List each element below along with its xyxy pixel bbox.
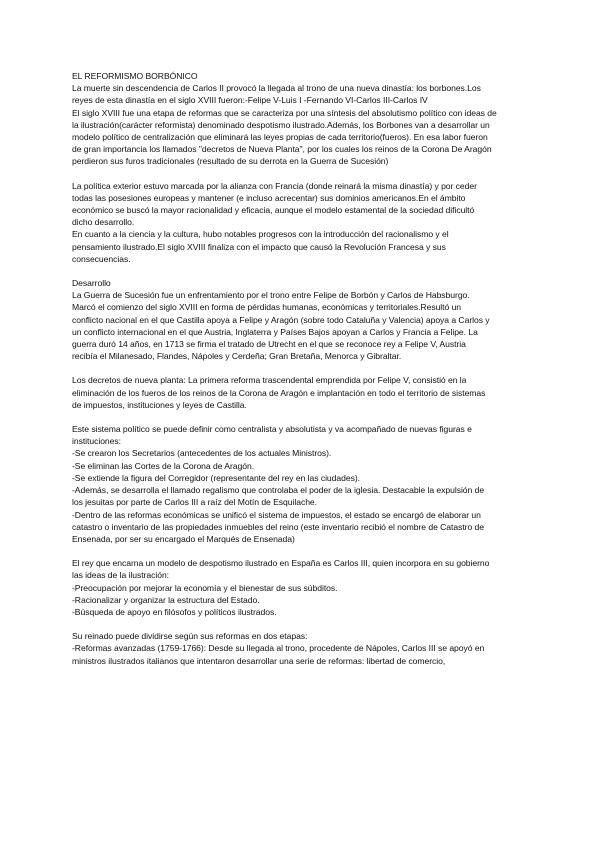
text-line: todas las posesiones europeas y mantener (e incluso acrecentar) sus dominios americanos.En el ámbito <box>72 192 466 203</box>
text-line: catastro o inventario de las propiedades inmuebles del reino (este inventario recibió el nombre de Catastro de <box>72 521 485 532</box>
paragraph-reinado <box>72 630 524 667</box>
text-line: dicho desarrollo. <box>72 217 135 228</box>
section-heading: Desarrollo <box>72 278 111 289</box>
text-line: guerra duró 14 años, en 1713 se firma el tratado de Utrecht en el que se reconoce rey a Felipe V, Austria <box>72 339 466 350</box>
paragraph-foreign-policy <box>72 180 524 265</box>
list-item: -Racionalizar y organizar la estructura del Estado. <box>72 594 260 605</box>
text-line: perdieron sus furos tradicionales (resultado de su derrota en la Guerra de Sucesión) <box>72 156 389 167</box>
list-item: -Búsqueda de apoyo en filósofos y políticos ilustrados. <box>72 606 277 617</box>
text-line: eliminación de los fueros de los reinos de la Corona de Aragón e implantación en todo el territorio de sistemas <box>72 387 486 398</box>
list-item: -Reformas avanzadas (1759-1766): Desde su llegada al trono, procedente de Nápoles, Carlos III se apoyó en <box>72 643 485 654</box>
text-line: El siglo XVIII fue una etapa de reformas que se caracteriza por una síntesis del absolutismo político con ideas de <box>72 107 497 118</box>
text-line: económico se buscó la mayor racionalidad y eficacia, aunque el modelo estamental de la sociedad dificultó <box>72 205 475 216</box>
document-page <box>72 70 524 667</box>
text-line: la ilustración(carácter reformista) denominado despotismo ilustrado.Además, los Borbones van a desarrollar un <box>72 119 490 130</box>
text-line: Los decretos de nueva planta: La primera reforma trascendental emprendida por Felipe V, consistió en la <box>72 375 467 386</box>
text-line: El rey que encarna un modelo de despotismo ilustrado en España es Carlos III, quien incorpora en su gobierno <box>72 558 490 569</box>
text-line: las ideas de la ilustración: <box>72 570 170 581</box>
text-line: de gran importancia los llamados "decretos de Nueva Planta", por los cuales los reinos de la Corona De Aragón <box>72 144 492 155</box>
document-title: EL REFORMISMO BORBÓNICO <box>72 71 198 81</box>
paragraph-nueva-planta <box>72 374 524 411</box>
list-item: -Se extiende la figura del Corregidor (representante del rey en las ciudades). <box>72 472 360 483</box>
text-line: reyes de esta dinastía en el siglo XVIII fueron:-Felipe V-Luis I -Fernando VI-Carlos III-Carlos IV <box>72 95 428 106</box>
text-line: de impuestos, instituciones y leyes de Castilla. <box>72 399 247 410</box>
paragraph-spacer <box>72 168 524 180</box>
text-line: Marcó el comienzo del siglo XVIII en forma de pérdidas humanas, económicas y territoriales.Resultó un <box>72 302 462 313</box>
text-line: un conflicto internacional en el que Austria, Inglaterra y Países Bajos apoyan a Carlos y Francia a Felipe. La <box>72 326 478 337</box>
list-item: -Se eliminan las Cortes de la Corona de Aragón. <box>72 460 255 471</box>
text-line: modelo político de centralización que eliminará las leyes propias de cada territorio(fueros). En esa labor fueron <box>72 132 488 143</box>
paragraph-spacer <box>72 362 524 374</box>
text-line: los jesuitas por parte de Carlos III a raíz del Motín de Esquilache. <box>72 497 317 508</box>
paragraph-spacer <box>72 265 524 277</box>
text-line: Ensenada, por ser su encargado el Marqués de Ensenada) <box>72 533 295 544</box>
paragraph-spacer <box>72 411 524 423</box>
text-line: consecuencias. <box>72 253 131 264</box>
paragraph-intro <box>72 70 524 168</box>
list-item: -Dentro de las reformas económicas se unificó el sistema de impuestos, el estado se encargó de elaborar un <box>72 509 481 520</box>
paragraph-spacer <box>72 618 524 630</box>
text-line: Su reinado puede dividirse según sus reformas en dos etapas: <box>72 631 308 642</box>
list-item: -Además, se desarrolla el llamado regalismo que controlaba el poder de la iglesia. Destacable la expulsión de <box>72 485 485 496</box>
text-line: pensamiento ilustrado.El siglo XVIII finaliza con el impacto que causó la Revolución Francesa y sus <box>72 241 446 252</box>
text-line: conflicto nacional en el que Castilla apoya a Felipe y Aragón (sobre todo Cataluña y Valencia) apoya a Carlos y <box>72 314 490 325</box>
text-line: Este sistema político se puede definir como centralista y absolutista y va acompañado de nuevas figuras e <box>72 424 472 435</box>
paragraph-spacer <box>72 545 524 557</box>
list-item: -Se crearon los Secretarios (antecedentes de los actuales Ministros). <box>72 448 332 459</box>
text-line: ministros ilustrados italianos que intentaron desarrollar una serie de reformas: libertad de comercio, <box>72 655 446 666</box>
text-line: La Guerra de Sucesión fue un enfrentamiento por el trono entre Felipe de Borbón y Carlos de Habsburgo. <box>72 290 470 301</box>
list-item: -Preocupación por mejorar la economía y el bienestar de sus súbditos. <box>72 582 338 593</box>
paragraph-carlos-iii <box>72 557 524 618</box>
text-line: recibía el Milanesado, Flandes, Nápoles y Cerdeña; Gran Bretaña, Menorca y Gibraltar. <box>72 351 402 362</box>
text-line: En cuanto a la ciencia y la cultura, hubo notables progresos con la introducción del racionalismo y el <box>72 229 449 240</box>
paragraph-sistema-politico <box>72 423 524 545</box>
text-line: La política exterior estuvo marcada por la alianza con Francia (donde reinará la misma dinastía) y por ceder <box>72 180 477 191</box>
text-line: La muerte sin descendencia de Carlos II provocó la llegada al trono de una nueva dinastía: los borbones.Los <box>72 83 481 94</box>
paragraph-desarrollo <box>72 277 524 362</box>
text-line: instituciones: <box>72 436 121 447</box>
